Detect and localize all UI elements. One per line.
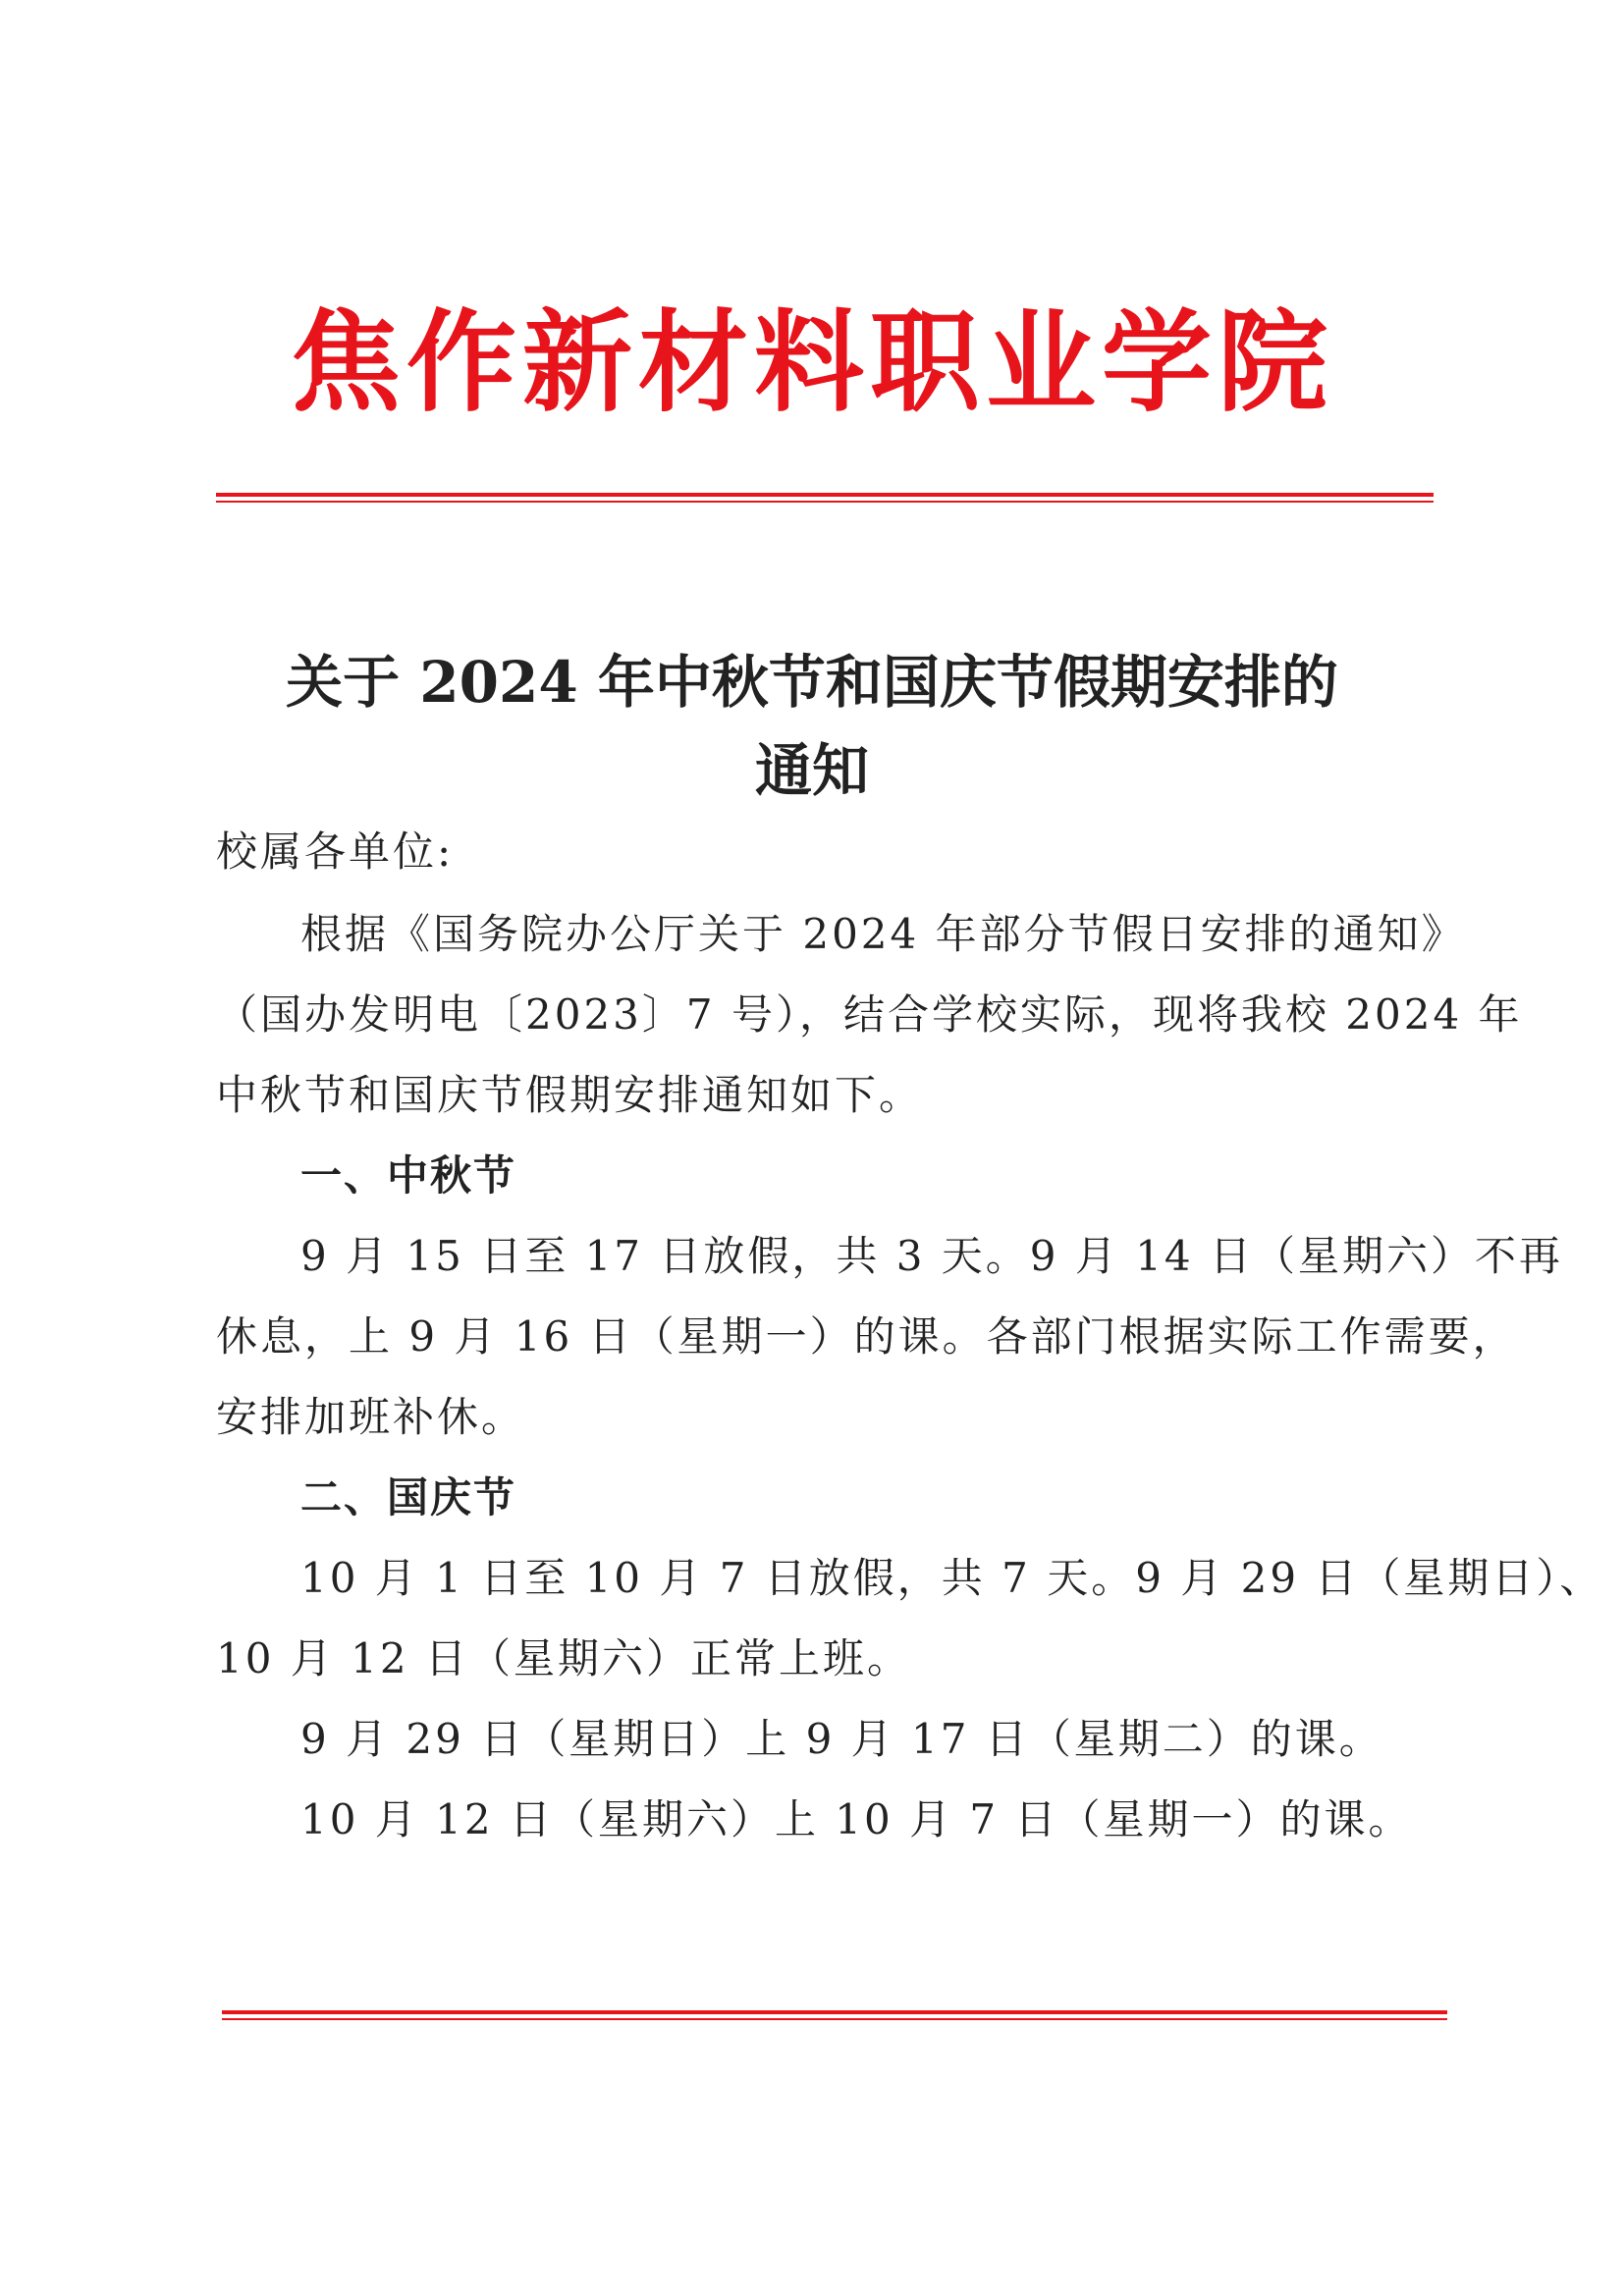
makeup-class-2: 10 月 12 日（星期六）上 10 月 7 日（星期一）的课。	[300, 1795, 1413, 1843]
mid-autumn-line-3: 安排加班补休。	[216, 1393, 526, 1441]
national-day-line-1: 10 月 1 日至 10 月 7 日放假，共 7 天。9 月 29 日（星期日）、	[300, 1554, 1604, 1602]
salutation: 校属各单位:	[216, 828, 455, 876]
intro-line-1: 根据《国务院办公厅关于 2024 年部分节假日安排的通知》	[300, 910, 1466, 958]
masthead-title: 焦作新材料职业学院	[291, 298, 1333, 427]
makeup-class-1: 9 月 29 日（星期日）上 9 月 17 日（星期二）的课。	[300, 1715, 1383, 1763]
header-red-rule	[216, 493, 1434, 503]
mid-autumn-line-2: 休息，上 9 月 16 日（星期一）的课。各部门根据实际工作需要，	[216, 1312, 1517, 1361]
notice-title-line-1: 关于 2024 年中秋节和国庆节假期安排的	[286, 649, 1338, 716]
mid-autumn-line-1: 9 月 15 日至 17 日放假，共 3 天。9 月 14 日（星期六）不再	[300, 1232, 1564, 1280]
section-heading-national-day: 二、国庆节	[300, 1473, 517, 1522]
footer-red-rule	[222, 2010, 1447, 2020]
intro-line-2: （国办发明电〔2023〕7 号），结合学校实际，现将我校 2024 年	[216, 990, 1523, 1039]
national-day-line-2: 10 月 12 日（星期六）正常上班。	[216, 1634, 911, 1682]
section-heading-mid-autumn: 一、中秋节	[300, 1151, 517, 1200]
notice-title-line-2: 通知	[754, 737, 869, 804]
intro-line-3: 中秋节和国庆节假期安排通知如下。	[216, 1071, 924, 1119]
